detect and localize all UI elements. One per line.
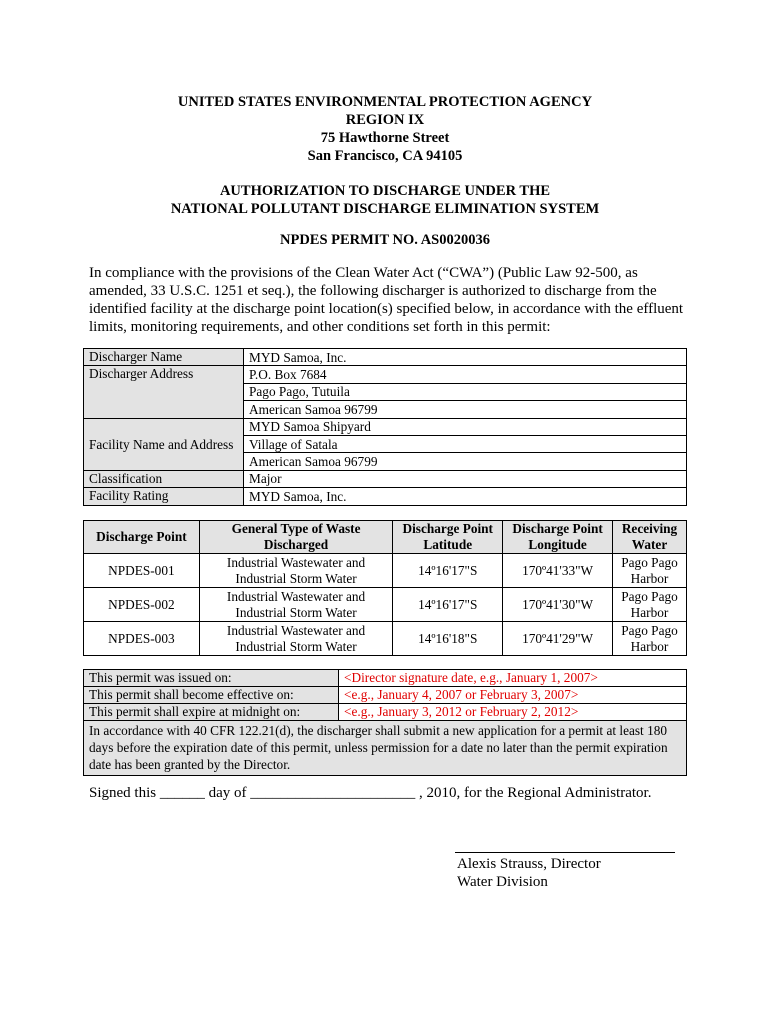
discharge-point: NPDES-003 [84,622,200,656]
renewal-note: In accordance with 40 CFR 122.21(d), the discharger shall submit a new application for a permit at least 180 days before the expiration date of this permit, unless permission for a date no later than the permit expiration date has been granted by the Director. [84,721,687,776]
discharger-name: MYD Samoa, Inc. [244,349,687,366]
permit-dates-table [83,669,687,776]
expire-date-field[interactable]: <e.g., January 3, 2012 or February 2, 2012> [339,704,687,721]
agency-name: UNITED STATES ENVIRONMENTAL PROTECTION AGENCY [177,94,593,110]
city-address: San Francisco, CA 94105 [307,148,463,164]
effective-date-field[interactable]: <e.g., January 4, 2007 or February 3, 2007> [339,687,687,704]
permit-number: NPDES PERMIT NO. AS0020036 [279,232,490,248]
waste-type: Industrial Wastewater and Industrial Storm Water [199,554,393,588]
waste-type: Industrial Wastewater and Industrial Storm Water [199,588,393,622]
waste-type: Industrial Wastewater and Industrial Storm Water [199,622,393,656]
header-waste-type: General Type of Waste Discharged [199,521,393,554]
issued-label: This permit was issued on: [84,670,339,687]
header-discharge-point: Discharge Point [84,521,200,554]
receiving-water: Pago Pago Harbor [613,588,687,622]
intro-paragraph: In compliance with the provisions of the Clean Water Act (“CWA”) (Public Law 92-500, as amended, 33 U.S.C. 1251 et seq.), the following discharger is authorized to discharge from the identified facility at the discharge point location(s) specified below, in accordance with the effluent limits, monitoring requirements, and other conditions set forth in this permit: [89,265,684,335]
issued-date-field[interactable]: <Director signature date, e.g., January 1, 2007> [339,670,687,687]
signatory-name: Alexis Strauss, Director [457,856,601,872]
discharger-table [83,348,687,506]
table-row [84,588,687,622]
discharge-point-table [83,520,687,656]
facility-line: American Samoa 96799 [244,453,687,470]
letterhead [0,93,770,165]
longitude: 170º41'29"W [503,622,613,656]
discharger-address-line: P.O. Box 7684 [244,366,687,383]
header-latitude: Discharge Point Latitude [393,521,503,554]
longitude: 170º41'33"W [503,554,613,588]
effective-label: This permit shall become effective on: [84,687,339,704]
facility-rating-value: MYD Samoa, Inc. [244,488,687,505]
receiving-water: Pago Pago Harbor [613,554,687,588]
header-longitude: Discharge Point Longitude [503,521,613,554]
authorization-title [0,182,770,218]
latitude: 14º16'18"S [393,622,503,656]
table-row [84,554,687,588]
region: REGION IX [345,112,425,128]
signatory-division: Water Division [457,874,548,890]
authorization-line-2: NATIONAL POLLUTANT DISCHARGE ELIMINATION SYSTEM [170,201,600,217]
discharger-address-label: Discharger Address [84,366,244,418]
facility-line: MYD Samoa Shipyard [244,418,687,435]
facility-label: Facility Name and Address [84,418,244,470]
discharger-address-line: Pago Pago, Tutuila [244,383,687,400]
classification-label: Classification [84,470,244,487]
authorization-line-1: AUTHORIZATION TO DISCHARGE UNDER THE [219,183,551,199]
longitude: 170º41'30"W [503,588,613,622]
classification-value: Major [244,470,687,487]
discharge-point: NPDES-001 [84,554,200,588]
discharge-point: NPDES-002 [84,588,200,622]
signed-line: Signed this ______ day of ______________________ , 2010, for the Regional Administrator. [89,785,652,801]
latitude: 14º16'17"S [393,588,503,622]
signature-line [455,852,675,853]
receiving-water: Pago Pago Harbor [613,622,687,656]
facility-rating-label: Facility Rating [84,488,244,505]
discharger-address-line: American Samoa 96799 [244,401,687,418]
header-receiving-water: Receiving Water [613,521,687,554]
street-address: 75 Hawthorne Street [320,130,450,146]
latitude: 14º16'17"S [393,554,503,588]
signature-block [457,855,601,891]
table-row [84,622,687,656]
discharger-name-label: Discharger Name [84,349,244,366]
expire-label: This permit shall expire at midnight on: [84,704,339,721]
facility-line: Village of Satala [244,435,687,452]
